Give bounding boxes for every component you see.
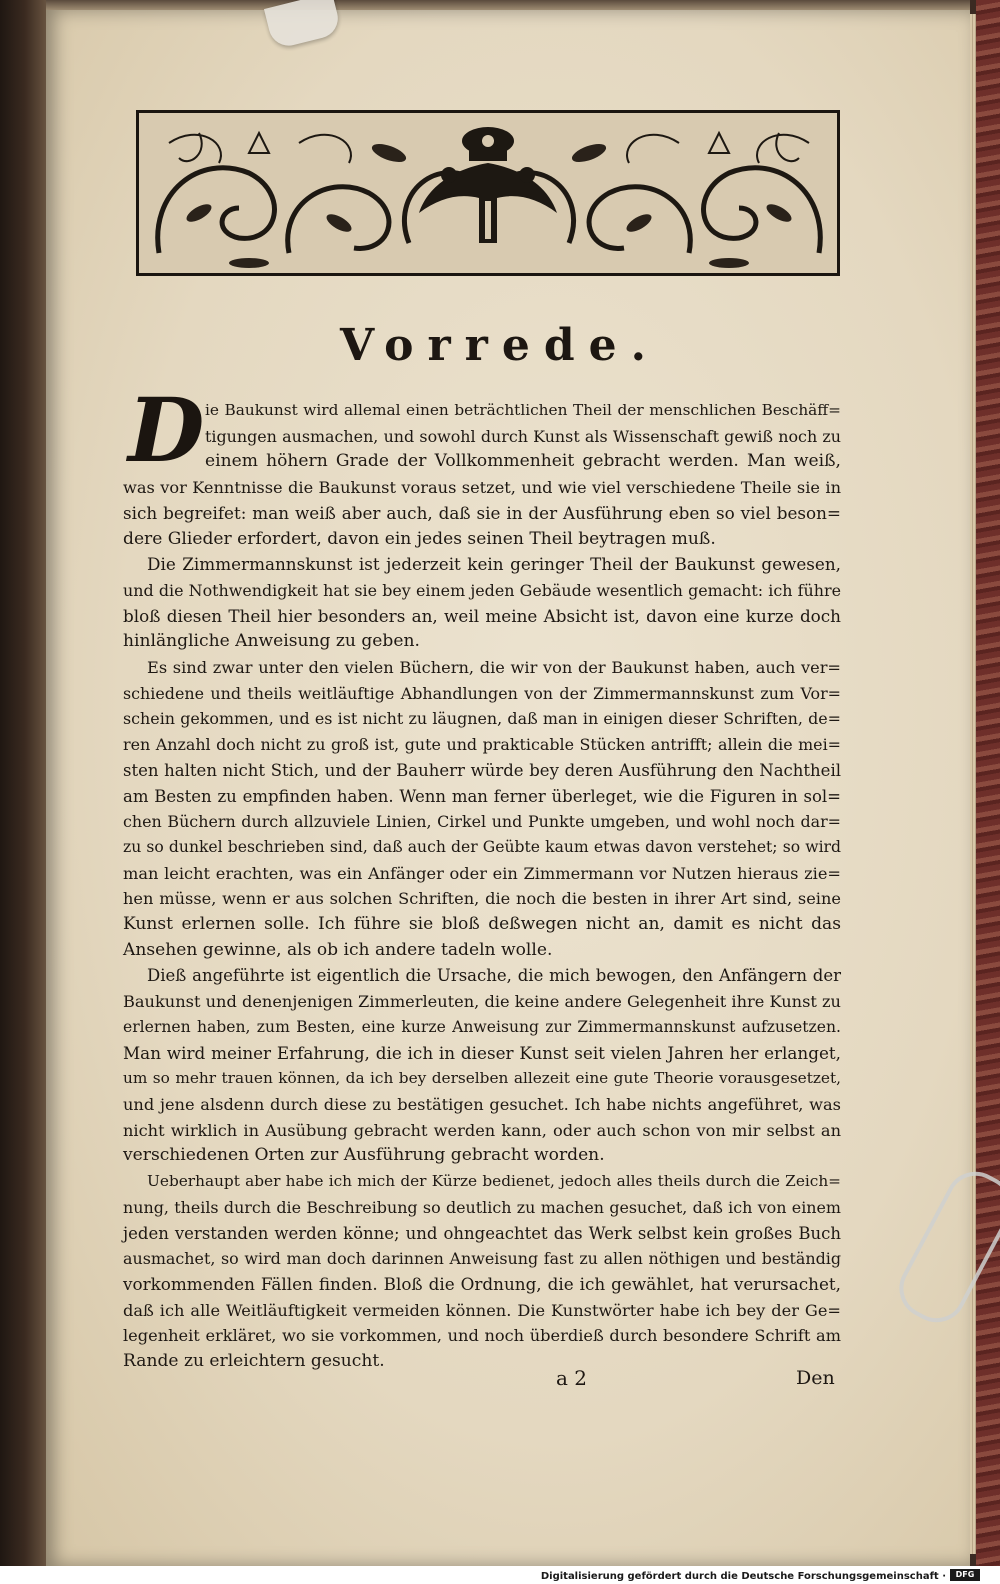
dfg-logo: DFG xyxy=(950,1569,980,1581)
text-line: einem höhern Grade der Vollkommenheit gebracht werden. Man weiß, xyxy=(205,451,841,472)
text-line: zu so dunkel beschrieben sind, daß auch der Geübte kaum etwas davon verstehet; so wird xyxy=(123,837,841,856)
text-line: Baukunst und denenjenigen Zimmerleuten, die keine andere Gelegenheit ihre Kunst zu xyxy=(123,992,841,1012)
text-line: bloß diesen Theil hier besonders an, weil meine Absicht ist, davon eine kurze doch xyxy=(123,605,841,626)
text-line: Man wird meiner Erfahrung, die ich in dieser Kunst seit vielen Jahren her erlanget, xyxy=(123,1042,841,1063)
text-line: hinlängliche Anweisung zu geben. xyxy=(123,631,420,652)
page-title: Vorrede. xyxy=(340,320,660,371)
text-line: dere Glieder erfordert, davon ein jedes seinen Theil beytragen muß. xyxy=(123,528,716,549)
text-line: ren Anzahl doch nicht zu groß ist, gute und prakticable Stücken antrifft; allein die mei= xyxy=(123,735,841,755)
footer-bar xyxy=(0,1566,1000,1584)
ornamental-headpiece xyxy=(136,110,840,276)
footer-credit: Digitalisierung gefördert durch die Deutsche Forschungsgemeinschaft · xyxy=(540,1571,946,1582)
text-line: schiedene und theils weitläuftige Abhandlungen von der Zimmermannskunst zum Vor= xyxy=(123,683,841,703)
text-line: sten halten nicht Stich, und der Bauherr würde bey deren Ausführung den Nachtheil xyxy=(123,760,841,780)
text-line: daß ich alle Weitläuftigkeit vermeiden können. Die Kunstwörter habe ich bey der Ge= xyxy=(123,1300,841,1320)
text-line: legenheit erkläret, wo sie vorkommen, und noch überdieß durch besondere Schrift am xyxy=(123,1326,841,1346)
text-line: um so mehr trauen können, da ich bey derselben allezeit eine gute Theorie vorausgesetzet, xyxy=(123,1069,841,1088)
text-line: jeden verstanden werden könne; und ohngeachtet das Werk selbst kein großes Buch xyxy=(123,1223,841,1243)
text-line: verschiedenen Orten zur Ausführung gebracht worden. xyxy=(123,1145,605,1166)
text-line: hen müsse, wenn er aus solchen Schriften, die noch die besten in ihrer Art sind, seine xyxy=(123,889,841,909)
signature-mark: a 2 xyxy=(556,1366,588,1390)
text-line: und jene alsdenn durch diese zu bestätigen gesuchet. Ich habe nichts angeführet, was xyxy=(123,1094,841,1114)
text-line: ausmachet, so wird man doch darinnen Anweisung fast zu allen nöthigen und beständig xyxy=(123,1249,841,1269)
text-line: sich begreifet: man weiß aber auch, daß sie in der Ausführung eben so viel beson= xyxy=(123,502,841,523)
text-line: man leicht erachten, was ein Anfänger oder ein Zimmermann vor Nutzen hieraus zie= xyxy=(123,863,841,883)
text-line: Es sind zwar unter den vielen Büchern, die wir von der Baukunst haben, auch ver= xyxy=(147,658,841,678)
text-line: ie Baukunst wird allemal einen beträchtlichen Theil der menschlichen Beschäff= xyxy=(205,401,841,419)
text-line: Ansehen gewinne, als ob ich andere tadeln wolle. xyxy=(123,939,553,960)
text-line: nicht wirklich in Ausübung gebracht werden kann, oder auch schon von mir selbst an xyxy=(123,1120,841,1140)
text-line: was vor Kenntnisse die Baukunst voraus setzet, und wie viel verschiedene Theile sie in xyxy=(123,478,841,498)
text-line: tigungen ausmachen, und sowohl durch Kunst als Wissenschaft gewiß noch zu xyxy=(205,426,841,446)
text-line: erlernen haben, zum Besten, eine kurze Anweisung zur Zimmermannskunst aufzusetzen. xyxy=(123,1017,841,1036)
drop-cap-initial: D xyxy=(128,378,205,482)
catchword: Den xyxy=(796,1367,835,1389)
text-line: vorkommenden Fällen finden. Bloß die Ordnung, die ich gewählet, hat verursachet, xyxy=(123,1273,841,1294)
text-line: und die Nothwendigkeit hat sie bey einem jeden Gebäude wesentlich gemacht: ich führe xyxy=(123,580,841,600)
text-line: Dieß angeführte ist eigentlich die Ursache, die mich bewogen, den Anfängern der xyxy=(147,966,841,986)
text-line: Ueberhaupt aber habe ich mich der Kürze bedienet, jedoch alles theils durch die Zeich= xyxy=(147,1172,841,1191)
text-line: Kunst erlernen solle. Ich führe sie bloß deßwegen nicht an, damit es nicht das xyxy=(123,914,841,935)
text-line: am Besten zu empfinden haben. Wenn man ferner überleget, wie die Figuren in sol= xyxy=(123,786,841,806)
text-line: Die Zimmermannskunst ist jederzeit kein geringer Theil der Baukunst gewesen, xyxy=(147,554,841,575)
text-line: chen Büchern durch allzuviele Linien, Cirkel und Punkte umgeben, und wohl noch dar= xyxy=(123,812,841,832)
book-cover-edge xyxy=(976,0,1000,1584)
preface-text xyxy=(123,398,841,1375)
text-line: schein gekommen, und es ist nicht zu läugnen, daß man in einigen dieser Schriften, de= xyxy=(123,709,841,729)
text-line: Rande zu erleichtern gesucht. xyxy=(123,1351,385,1372)
text-line: nung, theils durch die Beschreibung so deutlich zu machen gesuchet, daß ich von einem xyxy=(123,1197,841,1217)
